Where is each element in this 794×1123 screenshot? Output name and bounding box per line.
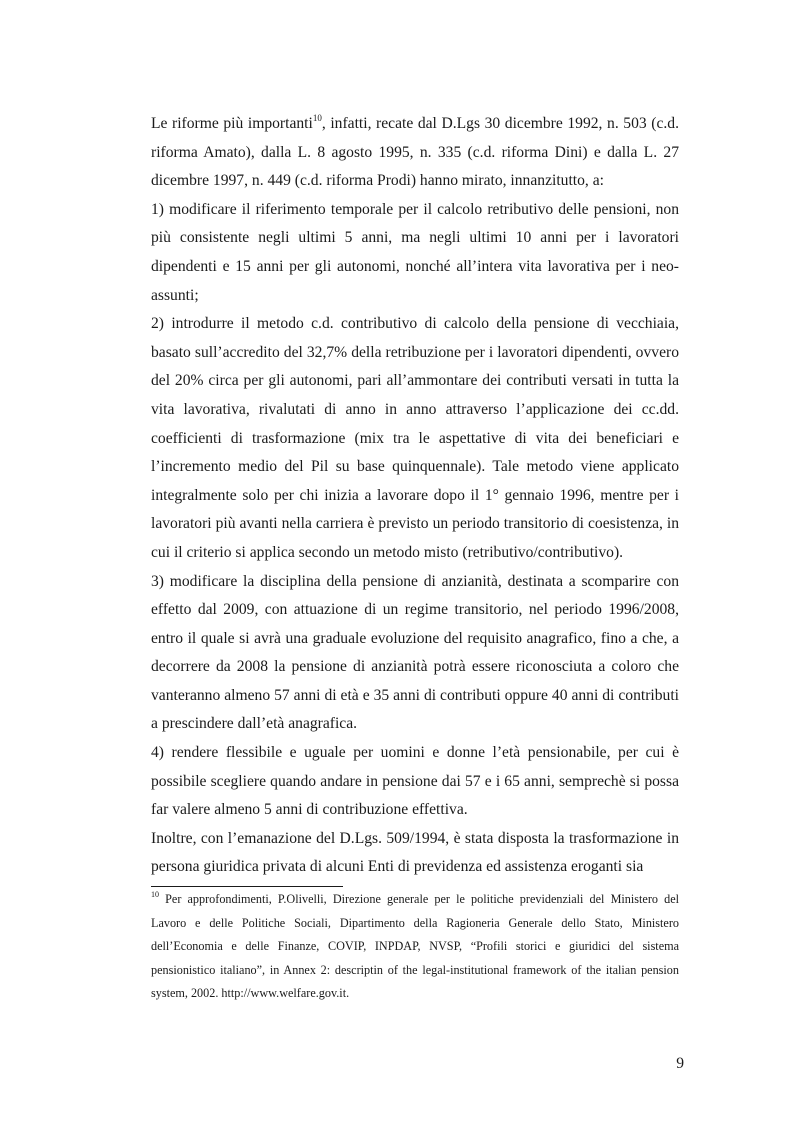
footnote-separator xyxy=(151,886,343,887)
list-item-3: 3) modificare la disciplina della pensione di anzianità, destinata a scomparire con effetto dal 2009, con attuazione di un regime transitorio, nel periodo 1996/2008, entro il quale si avrà una graduale evoluzione del requisito anagrafico, fino a che, a decorrere da 2008 la pensione di anzianità potrà essere riconosciuta a coloro che vanteranno almeno 57 anni di età e 35 anni di contributi oppure 40 anni di contributi a prescindere dall’età anagrafica. xyxy=(151,572,679,733)
footnote-text: Per approfondimenti, P.Olivelli, Direzione generale per le politiche previdenziali del Ministero del Lavoro e delle Politiche Sociali, Dipartimento della Ragioneria Generale dello Stato, Ministero dell’Economia e delle Finanze, COVIP, INPDAP, NVSP, “Profili storici e giuridici del sistema pensionistico italiano”, in Annex 2: descriptin of the legal-institutional framework of the italian pension system, 2002. http://www.welfare.gov.it. xyxy=(151,892,679,1001)
footnote-number: 10 xyxy=(151,889,159,899)
intro-paragraph xyxy=(151,110,679,196)
intro-text-after-ref: , infatti, recate dal D.Lgs 30 dicembre 1992, n. 503 (c.d. riforma Amato), dalla L. 8 agosto 1995, n. 335 (c.d. riforma Dini) e dalla L. 27 dicembre 1997, n. 449 (c.d. riforma Prodi) hanno mirato, innanzitutto, a: xyxy=(151,115,679,190)
footnote xyxy=(151,888,679,1006)
list-item-2: 2) introdurre il metodo c.d. contributivo di calcolo della pensione di vecchiaia, basato sull’accredito del 32,7% della retribuzione per i lavoratori dipendenti, ovvero del 20% circa per gli autonomi, pari all’ammontare dei contributi versati in tutta la vita lavorativa, rivalutati di anno in anno attraverso l’applicazione dei cc.dd. coefficienti di trasformazione (mix tra le aspettative di vita dei beneficiari e l’incremento medio del Pil su base quinquennale). Tale metodo viene applicato integralmente solo per chi inizia a lavorare dopo il 1° gennaio 1996, mentre per i lavoratori più avanti nella carriera è previsto un periodo transitorio di coesistenza, in cui il criterio si applica secondo un metodo misto (retributivo/contributivo). xyxy=(151,315,679,561)
page-number: 9 xyxy=(676,1055,684,1072)
footnote-reference: 10 xyxy=(312,112,322,123)
list-item-1: 1) modificare il riferimento temporale per il calcolo retributivo delle pensioni, non più consistente negli ultimi 5 anni, ma negli ultimi 10 anni per i lavoratori dipendenti e 15 anni per gli autonomi, nonché all’intera vita lavorativa per i neo-assunti; xyxy=(151,200,679,304)
body-text xyxy=(151,110,679,882)
intro-text-before-ref: Le riforme più importanti xyxy=(151,115,313,132)
closing-paragraph: Inoltre, con l’emanazione del D.Lgs. 509/1994, è stata disposta la trasformazione in persona giuridica privata di alcuni Enti di previdenza ed assistenza eroganti sia xyxy=(151,829,679,876)
list-item-4: 4) rendere flessibile e uguale per uomini e donne l’età pensionabile, per cui è possibile scegliere quando andare in pensione dai 57 e i 65 anni, semprechè si possa far valere almeno 5 anni di contribuzione effettiva. xyxy=(151,744,679,819)
